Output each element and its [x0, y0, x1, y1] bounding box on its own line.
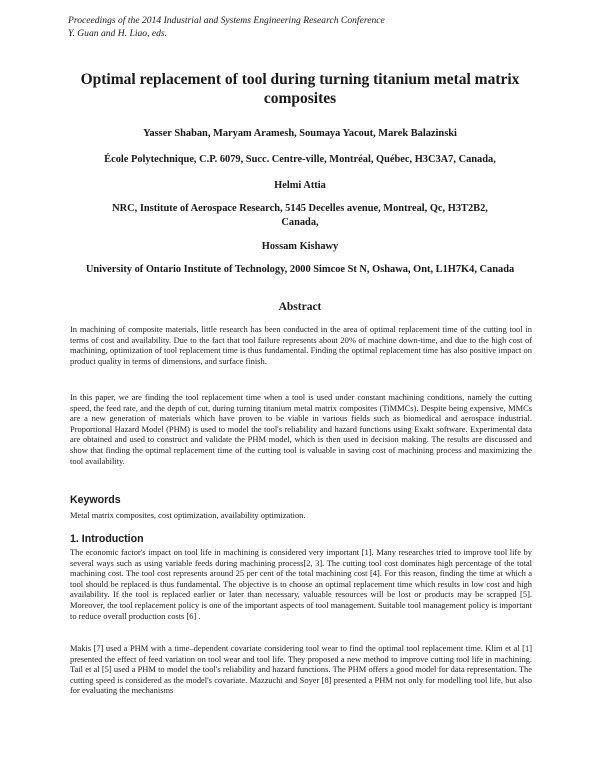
abstract-paragraph-2: In this paper, we are finding the tool replacement time when a tool is used under constant machining conditions, namely the cutting speed, the feed rate, and the depth of cut, during turning titanium metal matrix composites (TiMMCs). Despite being expensive, MMCs are a new generation of materials which have proven to be viable in various fields such as biomedical and aerospace industrial. Proportional Hazard Model (PHM) is used to model the tool's reliability and hazard functions using Exakt software. Experimental data are obtained and used to construct and validate the PHM model, which is then used in decision making. The results are discussed and show that finding the optimal replacement time of the cutting tool is valuable in saving cost of machining process and maximizing the tool availability. — [70, 392, 532, 466]
proceedings-line-1: Proceedings of the 2014 Industrial and Systems Engineering Research Conference — [68, 15, 385, 26]
proceedings-line-2: Y. Guan and H. Liao, eds. — [68, 28, 168, 39]
keywords-heading: Keywords — [70, 494, 121, 506]
intro-paragraph-2: Makis [7] used a PHM with a time–dependent covariate considering tool wear to find the optimal tool replacement time. Klim et al [1] presented the effect of feed variation on tool wear and tool life. They proposed a new method to improve cutting tool life in machining. Tail et al [5] used a PHM to model the tool's reliability and hazard functions. The PHM offers a good model for data representation. The cutting speed is considered as the model's covariate. Mazzuchi and Soyer [8] presented a PHM not only for modelling tool life, but also for evaluating the mechanisms — [70, 643, 532, 696]
proceedings-header — [68, 14, 385, 40]
authors-line-1: Yasser Shaban, Maryam Aramesh, Soumaya Yacout, Marek Balazinski — [143, 128, 457, 139]
affiliation-2: NRC, Institute of Aerospace Research, 5145 Decelles avenue, Montreal, Qc, H3T2B2, Canada, — [112, 203, 488, 228]
abstract-paragraph-1: In machining of composite materials, little research has been conducted in the area of optimal replacement time of the cutting tool in terms of cost and availability. Due to the fact that tool failure represents about 20% of machine down-time, and due to the high cost of machining, optimization of tool replacement time is thus fundamental. Finding the optimal replacement time has also positive impact on product quality in terms of dimensions, and surface finish. — [70, 324, 532, 366]
affiliation-3: University of Ontario Institute of Technology, 2000 Simcoe St N, Oshawa, Ont, L1H7K4, Canada — [85, 264, 515, 275]
keywords-text: Metal matrix composites, cost optimization, availability optimization. — [70, 510, 306, 520]
affiliation-1: École Polytechnique, C.P. 6079, Succ. Centre-ville, Montréal, Québec, H3C3A7, Canada, — [104, 154, 496, 165]
author-3: Hossam Kishawy — [261, 241, 339, 252]
author-2: Helmi Attia — [274, 180, 326, 191]
abstract-heading: Abstract — [278, 301, 322, 313]
intro-paragraph-1: The economic factor's impact on tool life in machining is considered very important [1]. Many researches tried to improve tool life by several ways such as using variable feeds during machining process[2, 3]. The cutting tool cost dominates high percentage of the total machining cost. The tool cost represents around 25 per cent of the total machining cost [4]. For this reason, finding the time at which a tool should be replaced is thus fundamental. The objective is to choose an optimal replacement time which results in low cost and high availability. If the tool is replaced earlier or later than necessary, valuable resources will be lost or products may be scrapped [5]. Moreover, the tool replacement policy is one of the important aspects of tool management. Suitable tool management policy is important to reduce overall production costs [6] . — [70, 547, 532, 621]
introduction-heading: 1. Introduction — [70, 533, 144, 545]
paper-title: Optimal replacement of tool during turning titanium metal matrix composites — [80, 71, 520, 107]
